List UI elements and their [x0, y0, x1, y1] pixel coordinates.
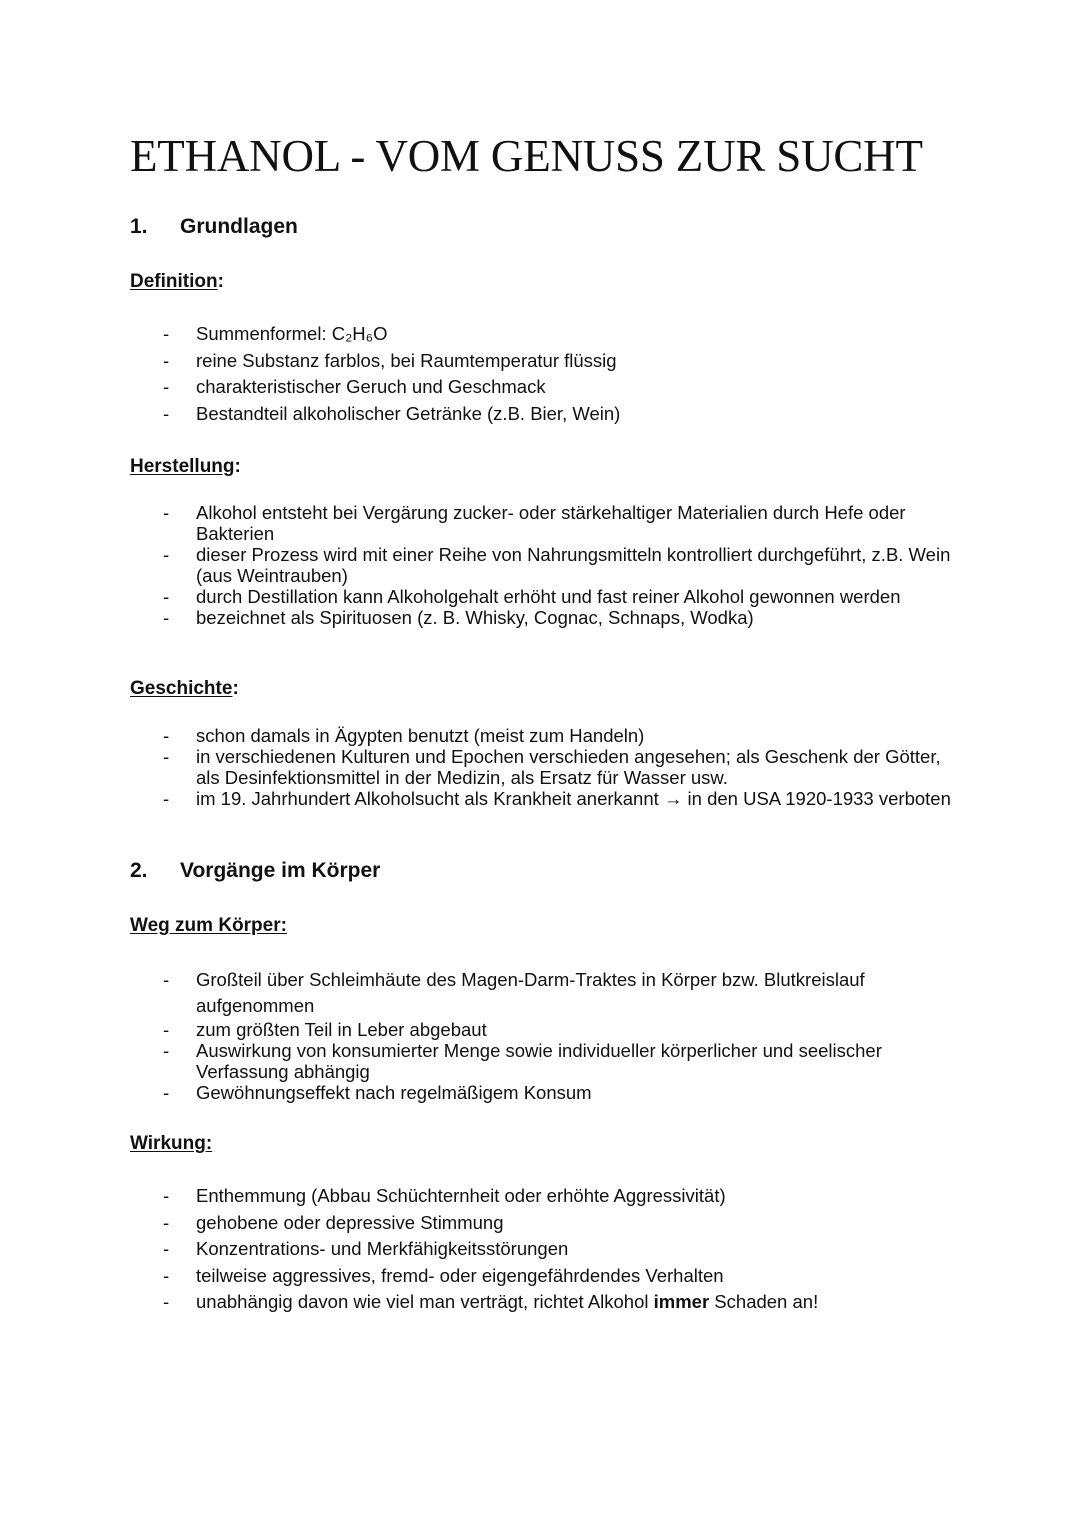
bullet-dash: - [163, 969, 170, 990]
list-item-text: in verschiedenen Kulturen und Epochen verschieden angesehen; als Geschenk der Götter, als Desinfektionsmittel in der Medizin, als Ersatz für Wasser usw. [196, 746, 941, 788]
weg-list [0, 967, 1080, 1103]
section-heading-vorgaenge [130, 858, 380, 884]
list-item-text: schon damals in Ägypten benutzt (meist zum Handeln) [196, 725, 645, 746]
list-item-text: Konzentrations- und Merkfähigkeitsstörungen [196, 1238, 569, 1259]
list-item [0, 1263, 1080, 1290]
list-item [0, 1236, 1080, 1263]
list-item [0, 544, 1080, 586]
bullet-dash: - [163, 1291, 170, 1312]
bullet-dash: - [163, 502, 170, 523]
list-item-text: durch Destillation kann Alkoholgehalt erhöht und fast reiner Alkohol gewonnen werden [196, 586, 901, 607]
list-item-text: teilweise aggressives, fremd- oder eigengefährdendes Verhalten [196, 1264, 724, 1286]
subheading-wirkung [130, 1132, 212, 1156]
bullet-dash: - [163, 1185, 170, 1206]
list-item [0, 321, 1080, 348]
subheading-label: Wirkung: [130, 1133, 213, 1154]
list-item [0, 348, 1080, 375]
subheading-label: Herstellung [130, 456, 235, 477]
list-item-text: Auswirkung von konsumierter Menge sowie individueller körperlicher und seelischer Verfassung abhängig [196, 1040, 882, 1082]
list-item [0, 401, 1080, 428]
bullet-dash: - [163, 607, 170, 628]
list-item-text: Großteil über Schleimhäute des Magen-Darm-Traktes in Körper bzw. Blutkreislauf aufgenommen [196, 969, 865, 1016]
bullet-dash: - [163, 349, 170, 371]
section-number: 2. [130, 859, 148, 882]
list-item [0, 1040, 1080, 1082]
subheading-suffix: : [232, 678, 239, 699]
list-item-text: zum größten Teil in Leber abgebaut [196, 1019, 487, 1040]
bullet-dash: - [163, 1238, 170, 1259]
list-item [0, 502, 1080, 544]
list-item-text: gehobene oder depressive Stimmung [196, 1211, 504, 1233]
geschichte-list [0, 725, 1080, 809]
list-item-text-before: unabhängig davon wie viel man verträgt, richtet Alkohol [196, 1291, 654, 1312]
list-item-text: im 19. Jahrhundert Alkoholsucht als Krankheit anerkannt → in den USA 1920-1933 verboten [196, 788, 951, 809]
subheading-suffix: : [217, 271, 224, 292]
wirkung-list [0, 1183, 1080, 1316]
bullet-dash: - [163, 1264, 170, 1286]
bullet-dash: - [163, 402, 170, 424]
subheading-label: Definition [130, 271, 218, 292]
list-item [0, 967, 1080, 1019]
list-item [0, 374, 1080, 401]
bullet-dash: - [163, 1211, 170, 1233]
list-item [0, 607, 1080, 628]
subheading-definition [130, 270, 224, 294]
bullet-dash: - [163, 323, 170, 344]
list-item [0, 1289, 1080, 1316]
list-item [0, 586, 1080, 607]
list-item-text: Enthemmung (Abbau Schüchternheit oder erhöhte Aggressivität) [196, 1185, 726, 1206]
bullet-dash: - [163, 376, 170, 397]
bullet-dash: - [163, 1019, 170, 1040]
subheading-suffix: : [234, 456, 241, 477]
list-item-text: Summenformel: C₂H₆O [196, 323, 388, 344]
section-number: 1. [130, 215, 148, 238]
document-title: ETHANOL - VOM GENUSS ZUR SUCHT [130, 131, 923, 181]
list-item-text: Alkohol entsteht bei Vergärung zucker- oder stärkehaltiger Materialien durch Hefe oder Bakterien [196, 502, 906, 544]
bullet-dash: - [163, 586, 170, 607]
list-item-text-after: Schaden an! [709, 1291, 819, 1312]
list-item [0, 1183, 1080, 1210]
subheading-label: Weg zum Körper: [130, 915, 287, 936]
list-item [0, 746, 1080, 788]
bullet-dash: - [163, 746, 170, 767]
list-item [0, 1082, 1080, 1103]
list-item-text: bezeichnet als Spirituosen (z. B. Whisky, Cognac, Schnaps, Wodka) [196, 607, 754, 628]
emphasis-bold: immer [653, 1291, 710, 1312]
definition-list [0, 321, 1080, 427]
section-title: Grundlagen [180, 215, 298, 238]
list-item-text: dieser Prozess wird mit einer Reihe von Nahrungsmitteln kontrolliert durchgeführt, z.B. Wein (aus Weintrauben) [196, 544, 951, 586]
subheading-geschichte [130, 677, 239, 701]
list-item [0, 725, 1080, 746]
bullet-dash: - [163, 1082, 170, 1103]
list-item [0, 1019, 1080, 1040]
bullet-dash: - [163, 788, 170, 809]
list-item-text: charakteristischer Geruch und Geschmack [196, 376, 546, 397]
list-item-text: Bestandteil alkoholischer Getränke (z.B. Bier, Wein) [196, 402, 621, 424]
bullet-dash: - [163, 1040, 170, 1061]
herstellung-list [0, 502, 1080, 628]
list-item [0, 1210, 1080, 1237]
section-heading-grundlagen [130, 214, 298, 240]
section-title: Vorgänge im Körper [180, 859, 381, 882]
bullet-dash: - [163, 725, 170, 746]
subheading-label: Geschichte [130, 678, 233, 699]
subheading-herstellung [130, 455, 241, 479]
subheading-weg-zum-koerper [130, 914, 287, 938]
list-item-text: Gewöhnungseffekt nach regelmäßigem Konsum [196, 1082, 592, 1103]
list-item-text: reine Substanz farblos, bei Raumtemperatur flüssig [196, 349, 617, 371]
list-item [0, 788, 1080, 809]
bullet-dash: - [163, 544, 170, 565]
